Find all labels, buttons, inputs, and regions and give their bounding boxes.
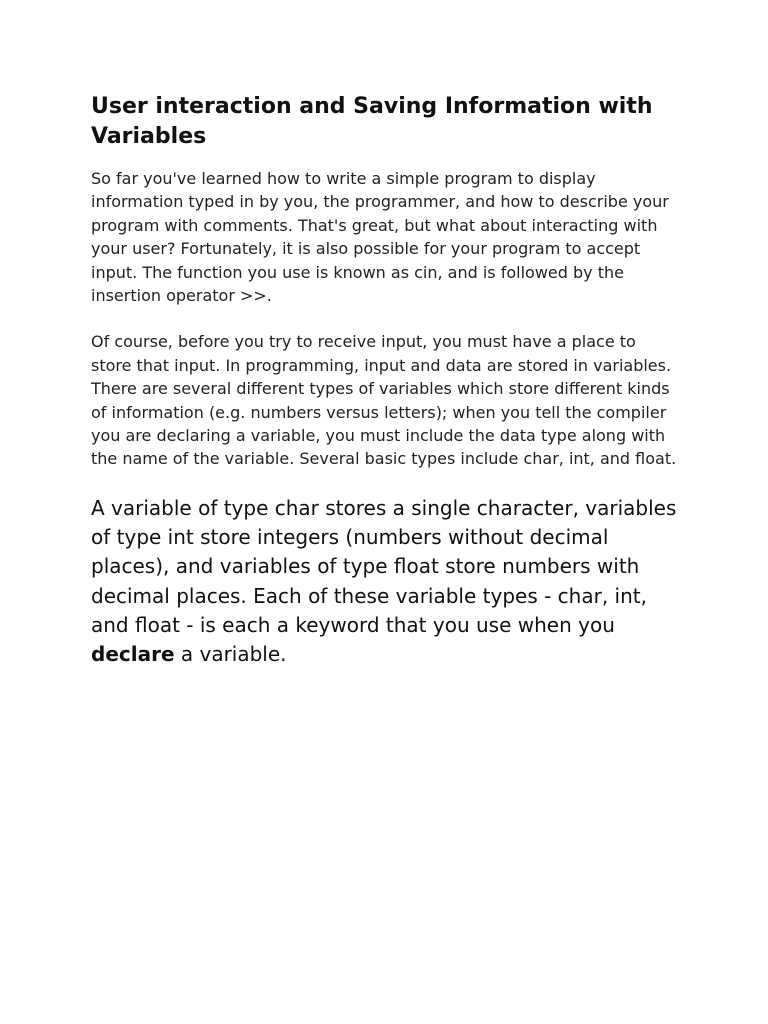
page-title: User interaction and Saving Information with Variables [91, 94, 653, 149]
paragraph-variable-types-end: a variable. [174, 642, 287, 667]
declare-keyword: declare [91, 642, 175, 667]
document-page [91, 92, 691, 670]
paragraph-intro: So far you've learned how to write a simple program to display information typed in by you, the programmer, and how to describe your program with comments. That's great, but what about interacting with your user? Fortunately, it is also possible for your program to accept input. The function you use is known as cin, and is followed by the insertion operator >>. [91, 169, 669, 306]
paragraph-variable-types-text: A variable of type char stores a single character, variables of type int store integers (numbers without decimal places), and variables of type float store numbers with decimal places. Each of these variable types - char, int, and float - is each a keyword that you use when you [91, 495, 677, 638]
paragraph-variables: Of course, before you try to receive input, you must have a place to store that input. In programming, input and data are stored in variables. There are several different types of variables which store different kinds of information (e.g. numbers versus letters); when you tell the compiler you are declaring a variable, you must include the data type along with the name of the variable. Several basic types include char, int, and float. [91, 332, 677, 469]
paragraph-variable-types [91, 494, 681, 670]
